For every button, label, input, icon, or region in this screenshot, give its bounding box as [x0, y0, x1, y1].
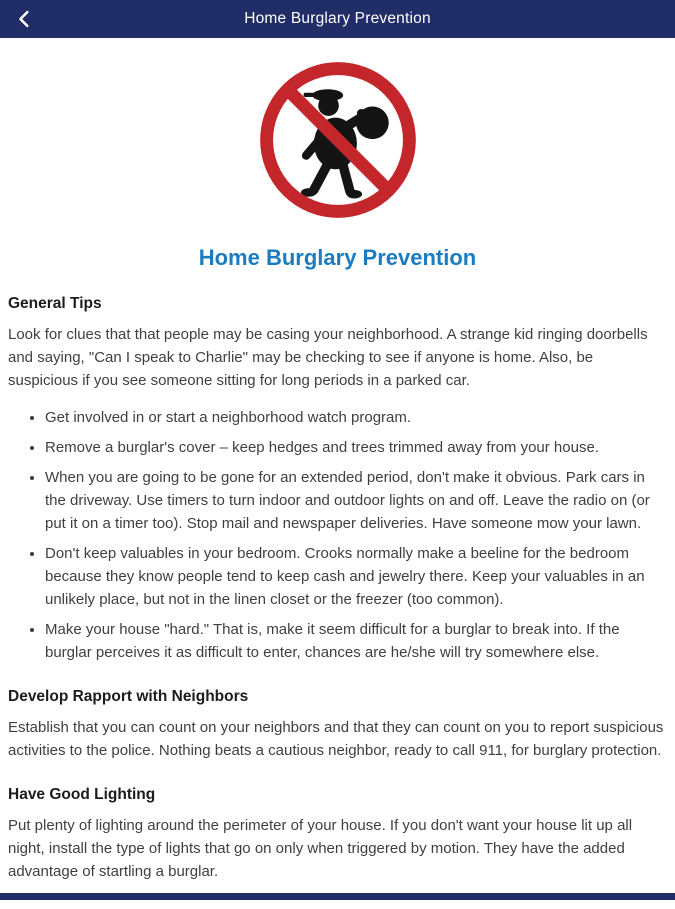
content-scroll-area[interactable] [0, 54, 675, 909]
section-heading-develop-rapport: Develop Rapport with Neighbors [8, 688, 249, 705]
section-heading-general-tips: General Tips [8, 295, 102, 312]
list-item: • Don't keep valuables in your bedroom. Crooks normally make a beeline for the bedroom because they know people tend to keep cash and jewelry there. Keep your valuables in an unlikely place, but not in the linen closet or the freezer (too common). [45, 542, 667, 611]
section-heading-good-lighting: Have Good Lighting [8, 786, 156, 803]
back-icon [14, 8, 36, 30]
no-burglar-icon [252, 54, 424, 226]
page-title: Home Burglary Prevention [198, 245, 477, 270]
list-item: • Make your house "hard." That is, make it seem difficult for a burglar to break into. If the burglar perceives it as difficult to enter, chances are he/she will try somewhere else. [45, 618, 667, 664]
list-item: • Remove a burglar's cover – keep hedges and trees trimmed away from your house. [45, 436, 667, 459]
app-header [0, 0, 675, 38]
bottom-bar [0, 893, 675, 900]
list-item: • Get involved in or start a neighborhood watch program. [45, 406, 667, 429]
paragraph-general-tips: Look for clues that that people may be casing your neighborhood. A strange kid ringing doorbells and saying, "Can I speak to Charlie" may be checking to see if anyone is home. Also, be suspicious if you see someone sitting for long periods in a parked car. [8, 326, 648, 389]
back-button[interactable] [4, 0, 46, 38]
header-title: Home Burglary Prevention [244, 10, 431, 27]
hero [8, 54, 667, 231]
paragraph-good-lighting: Put plenty of lighting around the perimeter of your house. If you don't want your house lit up all night, install the type of lights that go on only when triggered by motion. They have the added advantage of startling a burglar. [8, 817, 633, 880]
tips-list [8, 406, 667, 664]
paragraph-develop-rapport: Establish that you can count on your neighbors and that they can count on you to report suspicious activities to the police. Nothing beats a cautious neighbor, ready to call 911, for burglary protection. [8, 719, 664, 759]
list-item: • When you are going to be gone for an extended period, don't make it obvious. Park cars in the driveway. Use timers to turn indoor and outdoor lights on and off. Leave the radio on (or put it on a timer too). Stop mail and newspaper deliveries. Have someone mow your lawn. [45, 466, 667, 535]
